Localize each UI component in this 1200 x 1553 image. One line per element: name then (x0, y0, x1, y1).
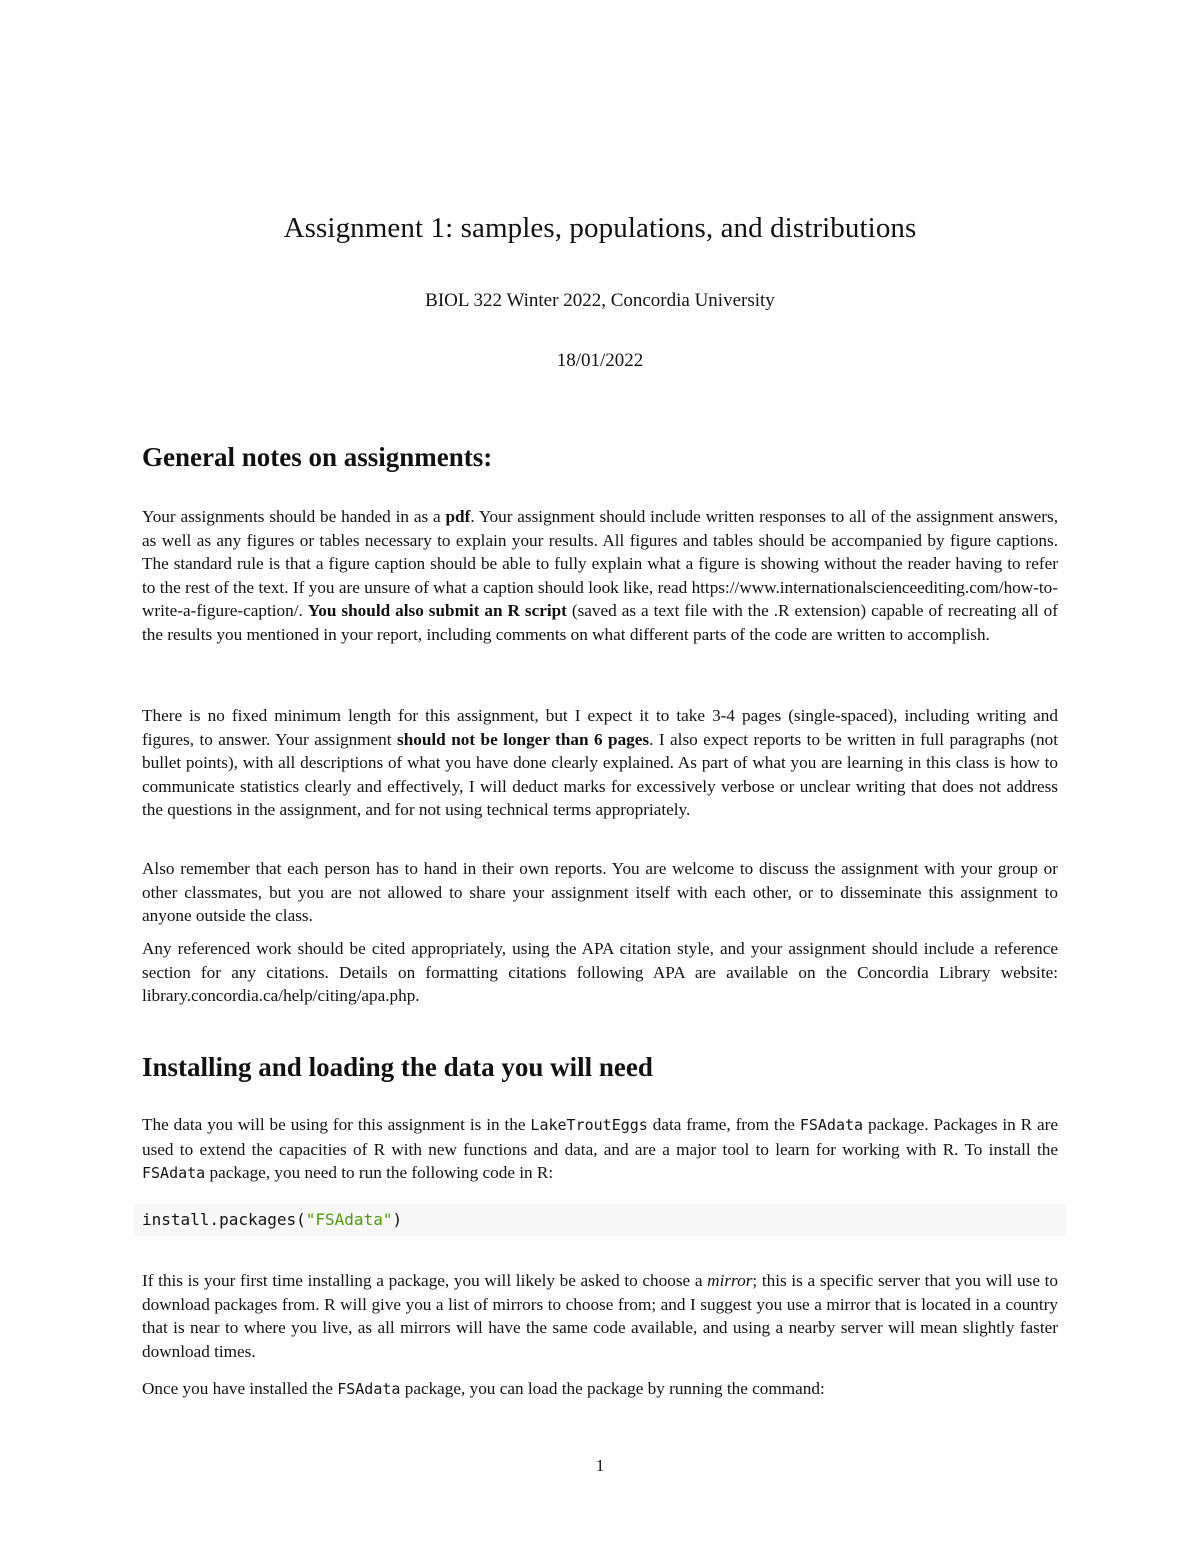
course-line: BIOL 322 Winter 2022, Concordia University (425, 290, 775, 311)
paragraph-load-package: Once you have installed the FSAdata package, you can load the package by running the command: (142, 1379, 825, 1398)
document-title: Assignment 1: samples, populations, and distributions (283, 212, 917, 244)
section-heading-general-notes: General notes on assignments: (142, 442, 493, 472)
paragraph-data-source: The data you will be using for this assignment is in the LakeTroutEggs data frame, from the FSAdata package. Packages in R are used to extend the capacities of R with new functions and data, and are a major tool to learn for working with R. To install the FSAdata package, you need to run the following code in R: (142, 1115, 1059, 1183)
page-number: 1 (595, 1456, 605, 1475)
paragraph-individual-reports: Also remember that each person has to hand in their own reports. You are welcome to discuss the assignment with your group or other classmates, but you are not allowed to share your assignment itself with each other, or to disseminate this assignment to anyone outside the class. (142, 859, 1058, 926)
paragraph-submission-format: Your assignments should be handed in as a pdf. Your assignment should include written responses to all of the assignment answers, as well as any figures or tables necessary to explain your results. All figures and tables should be accompanied by figure captions. The standard rule is that a figure caption should be able to fully explain what a figure is showing without the reader having to refer to the rest of the text. If you are unsure of what a caption should look like, read https://www.internationalscienceediting.com/how-to-write-a-figure-caption/. You should also submit an R script (saved as a text file with the .R extension) capable of recreating all of the results you mentioned in your report, including comments on what different parts of the code are written to accomplish. (142, 507, 1058, 644)
paragraph-mirror-selection: If this is your first time installing a package, you will likely be asked to choose a mirror; this is a specific server that you will use to download packages from. R will give you a list of mirrors to choose from; and I suggest you use a mirror that is located in a country that is near to where you live, as all mirrors will have the same code available, and using a nearby server will mean slightly faster download times. (142, 1271, 1059, 1361)
code-block-install: install.packages("FSAdata") (134, 1204, 1066, 1236)
document-date: 18/01/2022 (556, 350, 644, 371)
paragraph-length-requirements: There is no fixed minimum length for this assignment, but I expect it to take 3-4 pages (single-spaced), including writing and figures, to answer. Your assignment should not be longer than 6 pages. I also expect reports to be written in full paragraphs (not bullet points), with all descriptions of what you have done clearly explained. As part of what you are learning in this class is how to communicate statistics clearly and effectively, I will deduct marks for excessively verbose or unclear writing that does not address the questions in the assignment, and for not using technical terms appropriately. (142, 706, 1059, 820)
section-heading-installing-data: Installing and loading the data you will need (142, 1052, 653, 1082)
paragraph-citations: Any referenced work should be cited appropriately, using the APA citation style, and your assignment should include a reference section for any citations. Details on formatting citations following APA are available on the Concordia Library website: library.concordia.ca/help/citing/apa.php. (142, 939, 1058, 1006)
